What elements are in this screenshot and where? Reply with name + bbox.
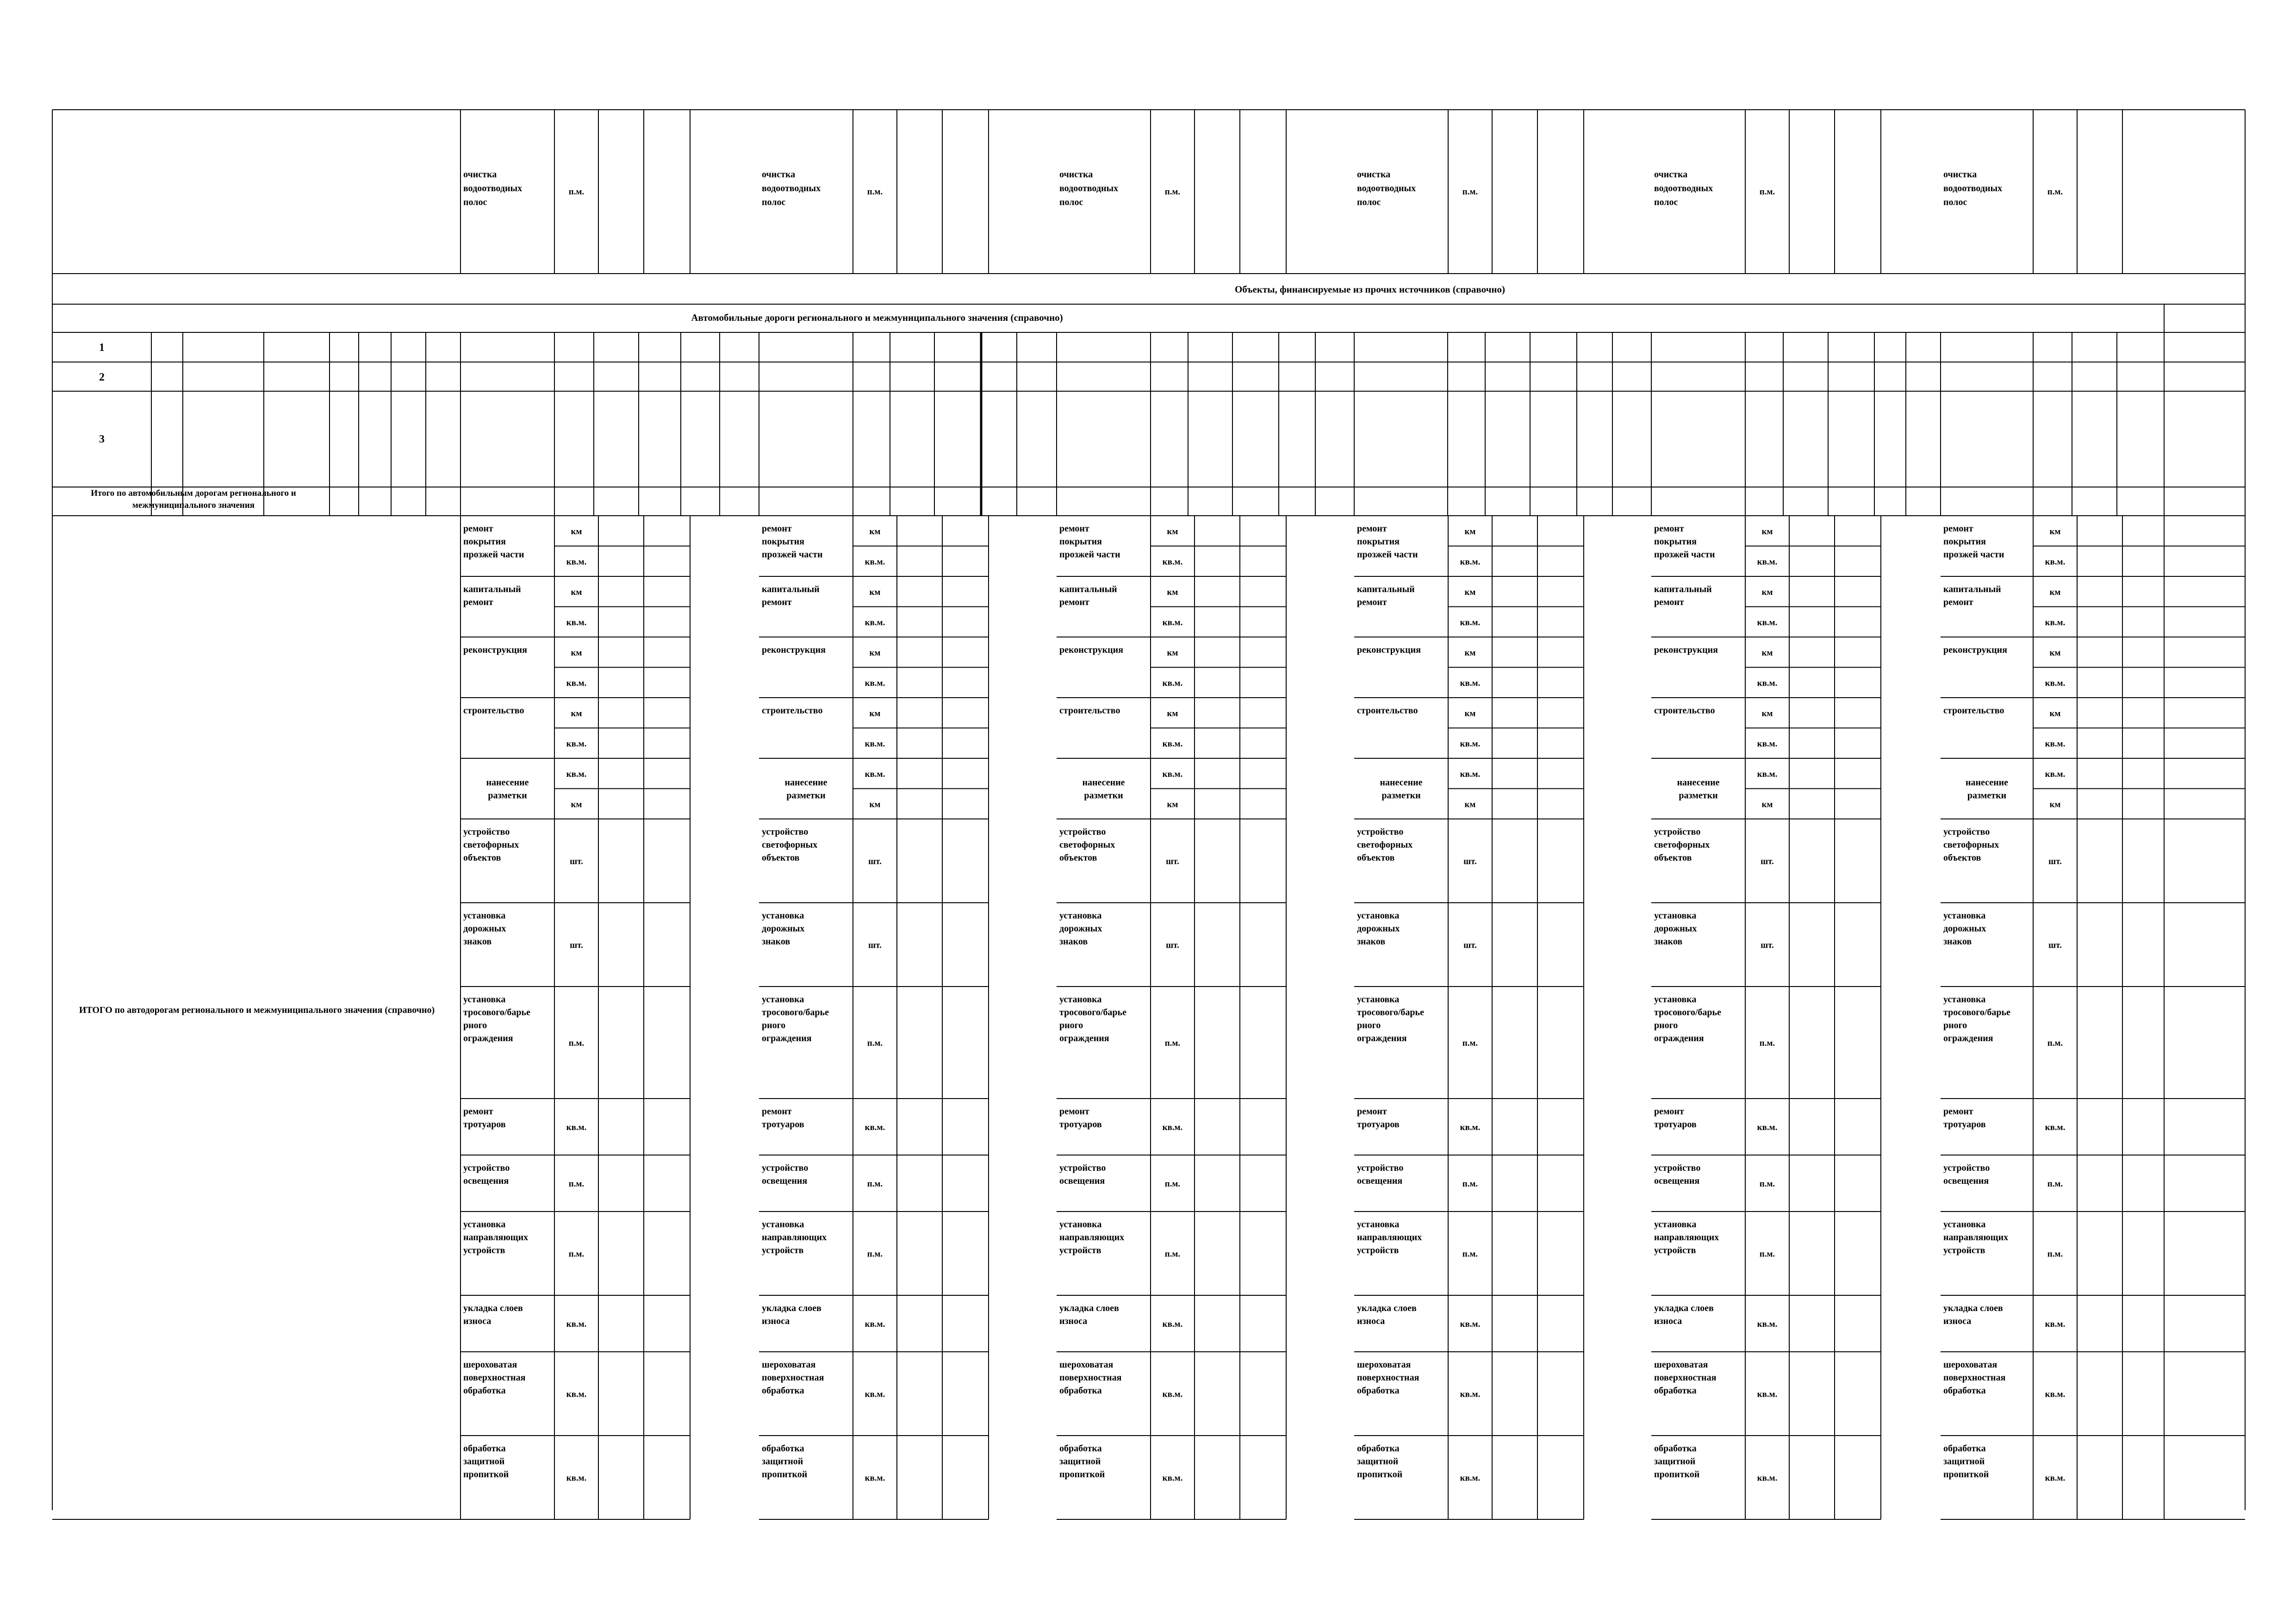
unit-label: км (1761, 800, 1773, 810)
work-label: шероховатая поверхностная обработка (1357, 1360, 1419, 1396)
header-work-label: очистка водоотводных полос (762, 169, 821, 207)
work-label: обработка защитной пропиткой (1059, 1443, 1105, 1480)
work-label: ремонт тротуаров (1943, 1106, 1986, 1130)
unit-label: п.м. (1164, 1249, 1181, 1259)
unit-label: п.м. (2047, 1038, 2063, 1048)
work-label: реконструкция (1943, 645, 2007, 655)
unit-label: км (1167, 587, 1178, 597)
unit-label: км (571, 648, 582, 658)
header-work-label: очистка водоотводных полос (1654, 169, 1713, 207)
header-unit-label: п.м. (568, 187, 585, 197)
unit-label: км (869, 708, 881, 718)
work-label: реконструкция (1357, 645, 1421, 655)
unit-label: км (2049, 708, 2061, 718)
unit-label: кв.м. (2045, 1123, 2066, 1132)
unit-label: кв.м. (2045, 769, 2066, 779)
work-label: капитальный ремонт (762, 584, 820, 607)
work-label: установка дорожных знаков (463, 911, 506, 947)
work-label: ремонт покрытия прозжей части (1059, 524, 1120, 560)
unit-label: кв.м. (1757, 1319, 1778, 1329)
total-label: ИТОГО по автодорогам регионального и межмуниципального значения (справочно) (79, 1005, 435, 1015)
unit-label: кв.м. (865, 678, 885, 688)
unit-label: кв.м. (1162, 1123, 1183, 1132)
unit-label: км (1167, 526, 1178, 537)
work-label: реконструкция (1654, 645, 1718, 655)
unit-label: п.м. (1759, 1038, 1775, 1048)
unit-label: кв.м. (865, 618, 885, 628)
unit-label: кв.м. (865, 769, 885, 779)
header-unit-label: п.м. (867, 187, 883, 197)
unit-label: кв.м. (1757, 1389, 1778, 1399)
table-gridlines (52, 110, 2245, 1519)
unit-label: кв.м. (566, 1473, 587, 1483)
unit-label: км (1761, 708, 1773, 718)
unit-label: кв.м. (1162, 1473, 1183, 1483)
unit-label: кв.м. (1757, 1123, 1778, 1132)
unit-label: шт. (1166, 940, 1179, 950)
unit-label: кв.м. (1460, 618, 1481, 628)
unit-label: кв.м. (566, 1123, 587, 1132)
work-label: установка тросового/барье рного ограждения (1357, 994, 1424, 1043)
work-label: устройство освещения (463, 1163, 510, 1186)
work-label: установка направляющих устройств (762, 1219, 827, 1255)
unit-label: кв.м. (566, 739, 587, 749)
banner-other-sources: Объекты, финансируемые из прочих источников (справочно) (1234, 284, 1506, 295)
unit-label: кв.м. (566, 678, 587, 688)
unit-label: шт. (868, 856, 882, 867)
row-number: 3 (99, 433, 105, 445)
header-work-label: очистка водоотводных полос (1059, 169, 1119, 207)
work-label: ремонт покрытия прозжей части (1943, 524, 2004, 560)
work-label: строительство (1059, 706, 1120, 716)
unit-label: кв.м. (2045, 739, 2066, 749)
work-label: устройство светофорных объектов (1059, 827, 1115, 863)
work-label: ремонт тротуаров (762, 1106, 804, 1130)
unit-label: км (2049, 800, 2061, 810)
unit-label: шт. (1463, 940, 1477, 950)
work-label: установка тросового/барье рного ограждения (1059, 994, 1126, 1043)
unit-label: км (1464, 526, 1476, 537)
unit-label: п.м. (568, 1249, 585, 1259)
header-unit-label: п.м. (1462, 187, 1478, 197)
unit-label: шт. (570, 856, 583, 867)
unit-label: п.м. (1759, 1179, 1775, 1189)
unit-label: кв.м. (1460, 1123, 1481, 1132)
work-label: ремонт тротуаров (463, 1106, 506, 1130)
work-label: ремонт покрытия прозжей части (1654, 524, 1715, 560)
work-label: обработка защитной пропиткой (1654, 1443, 1700, 1480)
work-label: установка дорожных знаков (1357, 911, 1400, 947)
unit-label: шт. (1166, 856, 1179, 867)
work-label: установка дорожных знаков (1943, 911, 1986, 947)
work-label: строительство (463, 706, 524, 716)
unit-label: кв.м. (566, 1389, 587, 1399)
unit-label: кв.м. (566, 1319, 587, 1329)
work-label: нанесение разметки (1677, 777, 1720, 801)
work-label: установка тросового/барье рного ограждения (762, 994, 829, 1043)
unit-label: км (1761, 526, 1773, 537)
unit-label: км (869, 800, 881, 810)
unit-label: км (1167, 800, 1178, 810)
unit-label: кв.м. (1162, 618, 1183, 628)
work-label: шероховатая поверхностная обработка (463, 1360, 526, 1396)
work-label: укладка слоев износа (1357, 1303, 1417, 1326)
unit-label: кв.м. (1757, 769, 1778, 779)
unit-label: п.м. (1462, 1249, 1478, 1259)
table-cells (79, 169, 2066, 1483)
unit-label: кв.м. (865, 1389, 885, 1399)
work-label: нанесение разметки (1965, 777, 2009, 801)
work-label: ремонт покрытия прозжей части (762, 524, 823, 560)
work-label: установка тросового/барье рного ограждения (463, 994, 530, 1043)
work-label: обработка защитной пропиткой (1357, 1443, 1403, 1480)
work-label: шероховатая поверхностная обработка (1059, 1360, 1122, 1396)
unit-label: шт. (1463, 856, 1477, 867)
work-label: укладка слоев износа (463, 1303, 523, 1326)
unit-label: кв.м. (1162, 769, 1183, 779)
unit-label: п.м. (568, 1179, 585, 1189)
unit-label: кв.м. (865, 1473, 885, 1483)
work-label: капитальный ремонт (463, 584, 521, 607)
work-label: ремонт тротуаров (1059, 1106, 1102, 1130)
work-label: устройство светофорных объектов (1357, 827, 1413, 863)
work-label: нанесение разметки (784, 777, 828, 801)
unit-label: шт. (2048, 856, 2062, 867)
work-label: обработка защитной пропиткой (1943, 1443, 1989, 1480)
unit-label: п.м. (867, 1038, 883, 1048)
work-label: установка тросового/барье рного ограждения (1654, 994, 1721, 1043)
work-label: строительство (1654, 706, 1715, 716)
unit-label: км (1761, 648, 1773, 658)
work-label: шероховатая поверхностная обработка (1654, 1360, 1717, 1396)
work-label: шероховатая поверхностная обработка (762, 1360, 824, 1396)
work-label: укладка слоев износа (762, 1303, 821, 1326)
unit-label: кв.м. (566, 769, 587, 779)
unit-label: км (1464, 708, 1476, 718)
unit-label: шт. (2048, 940, 2062, 950)
unit-label: п.м. (1462, 1179, 1478, 1189)
work-label: обработка защитной пропиткой (463, 1443, 509, 1480)
unit-label: кв.м. (1162, 1389, 1183, 1399)
unit-label: кв.м. (1757, 557, 1778, 567)
work-label: строительство (762, 706, 823, 716)
row-number: 2 (99, 371, 105, 383)
unit-label: п.м. (1164, 1179, 1181, 1189)
unit-label: кв.м. (2045, 618, 2066, 628)
unit-label: км (571, 708, 582, 718)
work-label: устройство светофорных объектов (463, 827, 519, 863)
header-work-label: очистка водоотводных полос (463, 169, 523, 207)
unit-label: кв.м. (1460, 1319, 1481, 1329)
work-label: установка дорожных знаков (762, 911, 805, 947)
unit-label: шт. (570, 940, 583, 950)
work-label: реконструкция (762, 645, 826, 655)
unit-label: шт. (868, 940, 882, 950)
work-label: установка дорожных знаков (1059, 911, 1102, 947)
unit-label: п.м. (568, 1038, 585, 1048)
work-label: нанесение разметки (1082, 777, 1125, 801)
unit-label: кв.м. (865, 1319, 885, 1329)
work-label: установка дорожных знаков (1654, 911, 1697, 947)
work-label: ремонт тротуаров (1357, 1106, 1400, 1130)
work-label: устройство освещения (1654, 1163, 1701, 1186)
unit-label: кв.м. (865, 739, 885, 749)
unit-label: км (2049, 648, 2061, 658)
unit-label: кв.м. (2045, 678, 2066, 688)
work-label: строительство (1943, 706, 2004, 716)
work-label: установка направляющих устройств (1357, 1219, 1422, 1255)
work-label: обработка защитной пропиткой (762, 1443, 808, 1480)
unit-label: шт. (1761, 856, 1774, 867)
unit-label: км (1464, 800, 1476, 810)
work-label: реконструкция (463, 645, 527, 655)
work-label: установка направляющих устройств (1654, 1219, 1719, 1255)
row-number: 1 (99, 342, 105, 354)
unit-label: кв.м. (1162, 1319, 1183, 1329)
work-label: капитальный ремонт (1943, 584, 2001, 607)
unit-label: кв.м. (1162, 739, 1183, 749)
unit-label: км (571, 587, 582, 597)
unit-label: кв.м. (865, 557, 885, 567)
header-unit-label: п.м. (1164, 187, 1181, 197)
unit-label: км (2049, 526, 2061, 537)
unit-label: кв.м. (2045, 557, 2066, 567)
unit-label: км (1167, 708, 1178, 718)
work-label: установка направляющих устройств (463, 1219, 529, 1255)
unit-label: км (1464, 648, 1476, 658)
unit-label: кв.м. (1460, 739, 1481, 749)
unit-label: кв.м. (2045, 1473, 2066, 1483)
work-label: ремонт покрытия прозжей части (1357, 524, 1418, 560)
unit-label: кв.м. (1460, 557, 1481, 567)
work-label: нанесение разметки (486, 777, 529, 801)
work-label: установка направляющих устройств (1943, 1219, 2009, 1255)
unit-label: кв.м. (1757, 1473, 1778, 1483)
unit-label: кв.м. (1757, 678, 1778, 688)
unit-label: п.м. (2047, 1179, 2063, 1189)
unit-label: км (869, 526, 881, 537)
work-label: устройство светофорных объектов (762, 827, 818, 863)
unit-label: п.м. (1462, 1038, 1478, 1048)
header-work-label: очистка водоотводных полос (1943, 169, 2003, 207)
unit-label: кв.м. (1460, 1389, 1481, 1399)
unit-label: кв.м. (566, 557, 587, 567)
header-unit-label: п.м. (1759, 187, 1775, 197)
unit-label: км (1167, 648, 1178, 658)
unit-label: км (869, 648, 881, 658)
work-label: установка тросового/барье рного ограждения (1943, 994, 2010, 1043)
unit-label: км (571, 526, 582, 537)
banner-regional-roads: Автомобильные дороги регионального и межмуниципального значения (справочно) (691, 312, 1063, 323)
work-label: укладка слоев износа (1943, 1303, 2003, 1326)
unit-label: п.м. (867, 1249, 883, 1259)
work-label: шероховатая поверхностная обработка (1943, 1360, 2006, 1396)
unit-label: кв.м. (1460, 1473, 1481, 1483)
work-label: ремонт покрытия прозжей части (463, 524, 524, 560)
work-label: реконструкция (1059, 645, 1123, 655)
subtotal-label: Итого по автомобильным дорогам регионального и межмуниципального значения (91, 488, 296, 510)
unit-label: кв.м. (1757, 739, 1778, 749)
unit-label: кв.м. (865, 1123, 885, 1132)
work-label: укладка слоев износа (1059, 1303, 1119, 1326)
unit-label: кв.м. (566, 618, 587, 628)
work-label: устройство освещения (1357, 1163, 1404, 1186)
header-unit-label: п.м. (2047, 187, 2063, 197)
unit-label: км (2049, 587, 2061, 597)
unit-label: п.м. (867, 1179, 883, 1189)
work-label: ремонт тротуаров (1654, 1106, 1697, 1130)
unit-label: кв.м. (1162, 557, 1183, 567)
unit-label: п.м. (1759, 1249, 1775, 1259)
work-label: нанесение разметки (1380, 777, 1423, 801)
unit-label: кв.м. (1162, 678, 1183, 688)
unit-label: п.м. (2047, 1249, 2063, 1259)
work-label: капитальный ремонт (1654, 584, 1712, 607)
unit-label: п.м. (1164, 1038, 1181, 1048)
header-work-label: очистка водоотводных полос (1357, 169, 1416, 207)
unit-label: кв.м. (1757, 618, 1778, 628)
work-label: устройство освещения (762, 1163, 809, 1186)
work-label: устройство освещения (1059, 1163, 1106, 1186)
work-label: капитальный ремонт (1059, 584, 1117, 607)
unit-label: кв.м. (2045, 1319, 2066, 1329)
work-label: устройство светофорных объектов (1943, 827, 1999, 863)
unit-label: кв.м. (1460, 678, 1481, 688)
unit-label: км (1464, 587, 1476, 597)
work-label: укладка слоев износа (1654, 1303, 1714, 1326)
unit-label: кв.м. (2045, 1389, 2066, 1399)
work-label: устройство освещения (1943, 1163, 1990, 1186)
unit-label: кв.м. (1460, 769, 1481, 779)
unit-label: шт. (1761, 940, 1774, 950)
unit-label: км (869, 587, 881, 597)
unit-label: км (1761, 587, 1773, 597)
work-label: строительство (1357, 706, 1418, 716)
work-label: установка направляющих устройств (1059, 1219, 1125, 1255)
work-label: капитальный ремонт (1357, 584, 1415, 607)
unit-label: км (571, 800, 582, 810)
work-label: устройство светофорных объектов (1654, 827, 1710, 863)
